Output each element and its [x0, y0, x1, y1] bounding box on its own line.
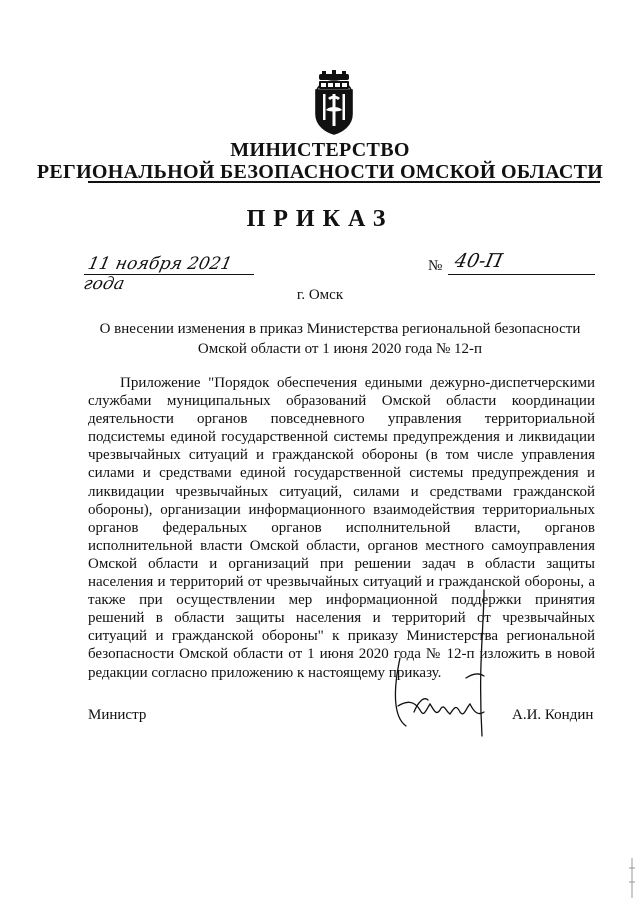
order-number-label: № — [428, 258, 443, 274]
order-subject — [60, 319, 620, 359]
ministry-name-line1: МИНИСТЕРСТВО — [230, 139, 410, 161]
order-subject-line2: Омской области от 1 июня 2020 года № 12-п — [197, 341, 483, 357]
signer-name: А.И. Кондин — [512, 707, 594, 723]
header-divider — [88, 181, 600, 183]
order-subject-line1: О внесении изменения в приказ Министерства региональной безопасности — [99, 321, 581, 337]
omsk-coat-of-arms-icon — [311, 70, 357, 136]
date-underline — [84, 274, 254, 275]
order-body-paragraph: Приложение "Порядок обеспечения едиными дежурно-диспетчерскими службами муниципальных образований Омской области координации деятельности органов повседневного управления территориальной подсистемы единой государственной системы предупреждения и ликвидации чрезвычайных ситуаций и гражданской обороны (в том числе управления силами и средствами единой государственной системы предупреждения и ликвидации чрезвычайных ситуаций, силами и средствами гражданской обороны), организации информационного взаимодействия территориальных органов федеральных органов исполнительной власти, органов исполнительной власти Омской области, органов местного самоуправления Омской области и организаций при решении задач в области защиты населения и территорий от чрезвычайных ситуаций и гражданской обороны, а также при осуществлении мер информационной поддержки принятия решений в области защиты населения и территорий от чрезвычайных ситуаций и гражданской обороны" к приказу Министерства региональной безопасности Омской области от 1 июня 2020 года № 12-п изложить в новой редакции согласно приложению к настоящему приказу. — [88, 375, 595, 681]
handwritten-signature-icon — [366, 586, 526, 746]
ministry-name-line2: РЕГИОНАЛЬНОЙ БЕЗОПАСНОСТИ ОМСКОЙ ОБЛАСТИ — [36, 161, 604, 183]
order-number: 40-П — [452, 250, 505, 272]
document-type-title: ПРИКАЗ — [246, 206, 394, 232]
city: г. Омск — [296, 287, 344, 303]
margin-mark — [628, 858, 636, 898]
number-underline — [448, 274, 595, 275]
order-date: 11 ноября 2021 года — [81, 254, 234, 294]
signer-position: Министр — [88, 707, 147, 723]
